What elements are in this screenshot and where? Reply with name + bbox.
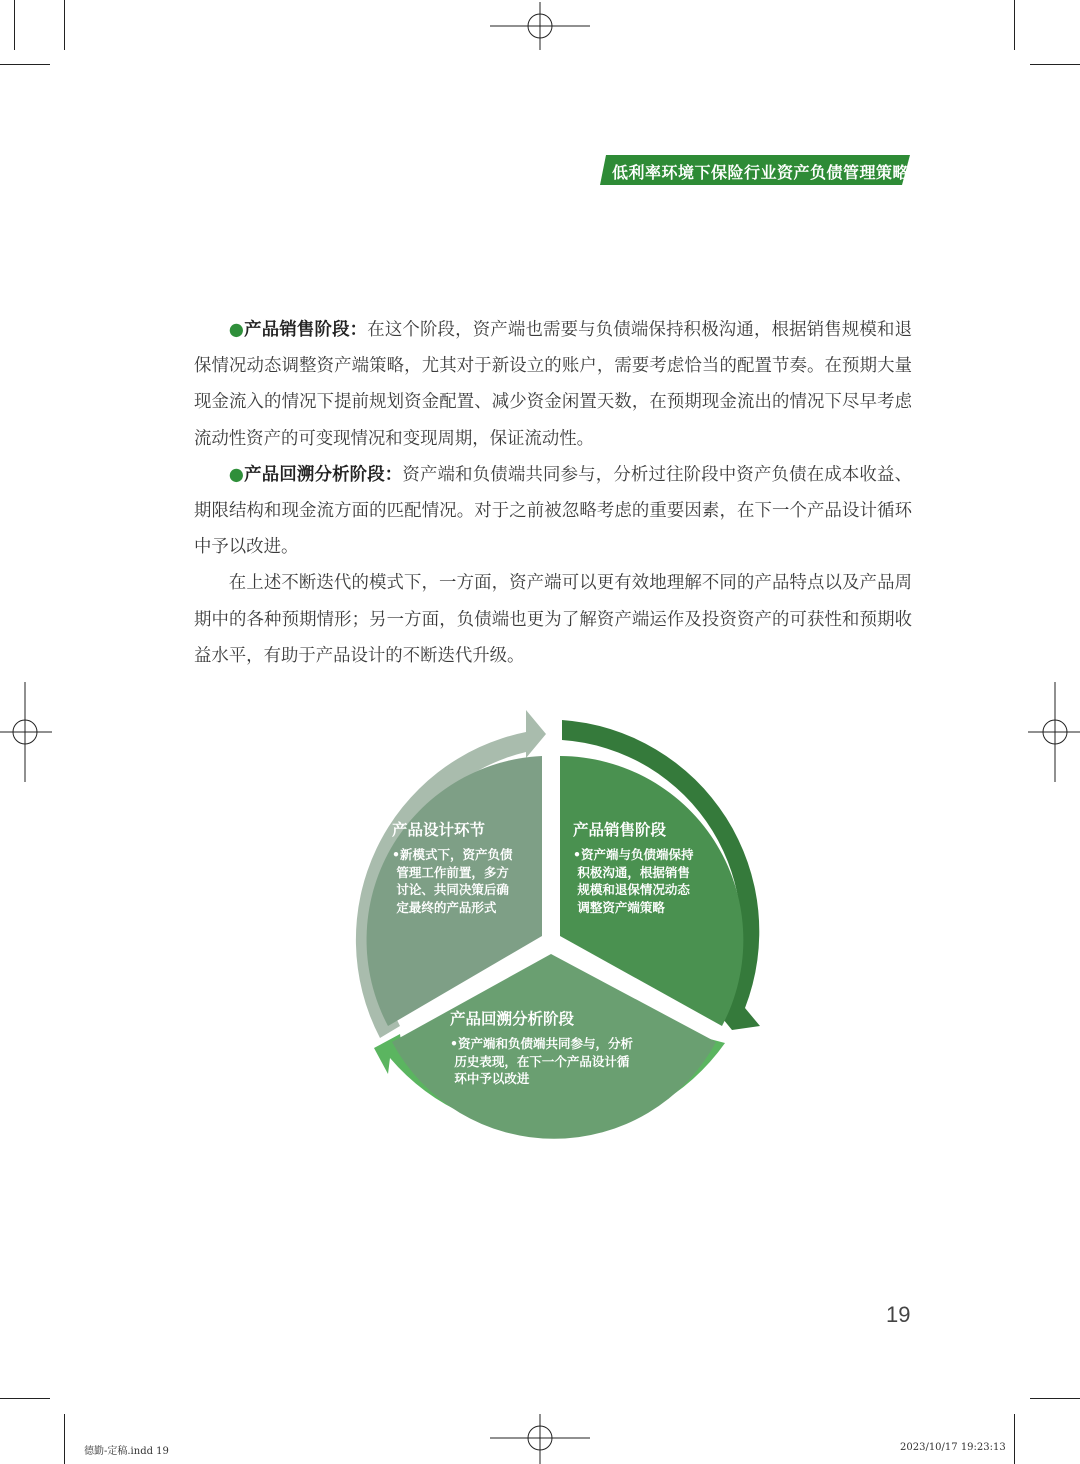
registration-mark-icon	[1028, 682, 1080, 782]
segment-title: 产品销售阶段	[573, 821, 667, 839]
bullet-icon: ●	[228, 320, 245, 340]
slug-timestamp: 2023/10/17 19:23:13	[900, 1442, 1006, 1453]
registration-mark-icon	[490, 2, 590, 52]
chapter-header-tab	[600, 155, 910, 187]
crop-mark	[0, 1398, 50, 1399]
segment-description: •新模式下，资产负债 管理工作前置，多方 讨论、共同决策后确 定最终的产品形式	[392, 847, 513, 915]
paragraph-product-sales	[194, 312, 912, 457]
segment-title: 产品设计环节	[392, 821, 486, 839]
crop-mark	[1014, 0, 1015, 50]
paragraph-retrospective	[194, 457, 912, 566]
segment-description: •资产端与负债端保持 积极沟通，根据销售 规模和退保情况动态 调整资产端策略	[573, 847, 694, 915]
cycle-diagram	[330, 708, 780, 1168]
segment-design-label	[392, 818, 513, 916]
paragraph-lead: 产品销售阶段：	[244, 320, 368, 340]
crop-mark	[64, 0, 65, 50]
bullet-icon: ●	[228, 464, 245, 485]
segment-title: 产品回溯分析阶段	[450, 1010, 575, 1028]
crop-mark	[1014, 1414, 1015, 1464]
crop-mark	[64, 1414, 65, 1464]
paragraph-lead: 产品回溯分析阶段：	[244, 464, 403, 485]
registration-mark-icon	[490, 1414, 590, 1464]
crop-mark	[0, 64, 50, 65]
crop-mark	[14, 0, 15, 50]
segment-review-label	[450, 1007, 633, 1088]
slug-file-info: 德勤-定稿.indd 19	[84, 1446, 169, 1457]
segment-description: •资产端和负债端共同参与，分析 历史表现，在下一个产品设计循 环中予以改进	[450, 1036, 633, 1086]
crop-mark	[1030, 1398, 1080, 1399]
paragraph-text: 在上述不断迭代的模式下，一方面，资产端可以更有效地理解不同的产品特点以及产品周期中的各种预期情形；另一方面，负债端也更为了解资产端运作及投资资产的可获性和预期收益水平，有助于产品设计的不断迭代升级。	[194, 573, 912, 666]
crop-mark	[0, 14, 50, 15]
registration-mark-icon	[0, 682, 52, 782]
crop-mark	[1030, 64, 1080, 65]
body-text	[194, 312, 912, 674]
segment-sales-label	[573, 818, 694, 916]
paragraph-text: 资产端和负债端共同参与，分析过往阶段中资产负债在成本收益、期限结构和现金流方面的匹配情况。对于之前被忽略考虑的重要因素，在下一个产品设计循环中予以改进。	[194, 464, 912, 558]
paragraph-iteration	[194, 565, 912, 674]
page-number: 19	[886, 1302, 911, 1327]
cycle-diagram-graphic	[330, 708, 780, 1168]
paragraph-text: 在这个阶段，资产端也需要与负债端保持积极沟通，根据销售规模和退保情况动态调整资产端策略，尤其对于新设立的账户，需要考虑恰当的配置节奏。在预期大量现金流入的情况下提前规划资金配置、减少资金闲置天数，在预期现金流出的情况下尽早考虑流动性资产的可变现情况和变现周期，保证流动性。	[194, 320, 912, 449]
chapter-title: 低利率环境下保险行业资产负债管理策略	[612, 163, 910, 182]
